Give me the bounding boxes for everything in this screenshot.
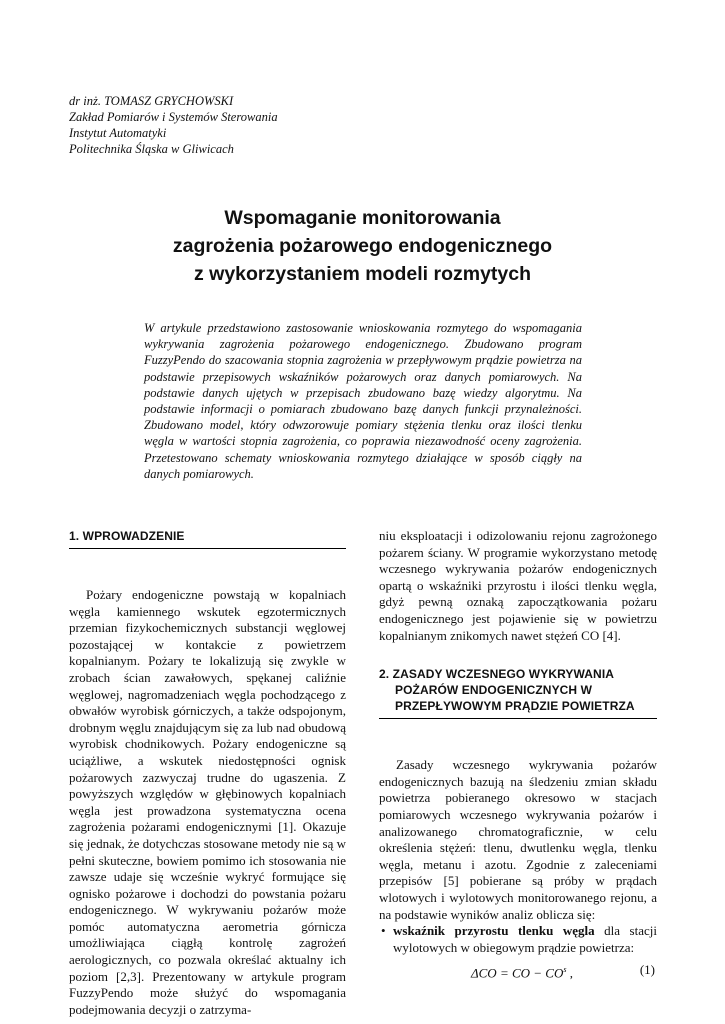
bullet-item-co-increment	[379, 923, 657, 956]
equation-comma: ,	[566, 965, 573, 981]
right-column	[379, 528, 657, 982]
section-2-heading-line-2: POŻARÓW ENDOGENICZNYCH W	[395, 683, 593, 698]
section-1-heading: 1. WPROWADZENIE	[69, 528, 346, 549]
equation-1	[379, 960, 657, 982]
bullet-marker: •	[381, 923, 386, 939]
section-1-paragraph: Pożary endogeniczne powstają w kopalniach węgla kamiennego wskutek egzotermicznych przemian fizykochemicznych substancji węglowej pozostającej w kontakcie z powietrzem kopalnianym. Pożary te lokalizują się zwykle w zrobach ścian zawałowych, spękanej caliźnie węglowej, nagromadzeniach węgla pochodzącego z obwałów wyrobisk górniczych, a także odspojonym, drobnym węglu znajdującym się za lub nad obudową wyrobisk chodnikowych. Pożary endogeniczne są uciążliwe, a wskutek niedostępności ognisk pożarowych zazwyczaj trudne do ugaszenia. Z powyższych względów w głębinowych kopalniach węgla jest prowadzona systematyczna ocena zagrożenia pożarami endogenicznymi [1]. Okazuje się jednak, że dotychczas stosowane metody nie są w pełni skuteczne, bowiem pomimo ich stosowania nie zawsze udaje się wcześnie wykryć formujące się ognisko pożarowe i dochodzi do powstania pożaru endogenicznego. W wykrywaniu pożarów może pomóc automatyczna aerometria górnicza umożliwiająca ciągłą kontrolę zagrożeń aerologicznych, co pozwala określać aktualny ich poziom [2,3]. Prezentowany w artykule program FuzzyPendo może służyć do wspomagania podejmowania decyzji o zatrzyma-	[69, 587, 346, 1017]
affiliation-department: Zakład Pomiarów i Systemów Sterowania	[69, 110, 278, 124]
abstract: W artykule przedstawiono zastosowanie wnioskowania rozmytego do wspomagania wykrywania zagrożenia pożarowego endogenicznego. Zbudowano program FuzzyPendo do szacowania stopnia zagrożenia w przepływowym prądzie powietrza na podstawie przepisowych wskaźników pożarowych oraz danych pomiarowych. Na podstawie danych ujętych w przepisach zbudowano bazę wiedzy algorytmu. Na podstawie informacji o pomiarach zbudowano bazę danych funkcji przynależności. Zbudowano model, który odwzorowuje pomiary stężenia tlenku oraz ilości tlenku węgla w wartości stopnia zagrożenia, co poprawia niezawodność oceny zagrożenia. Przetestowano schematy wnioskowania rozmytego działające w sposób ciągły na danych pomiarowych.	[144, 321, 582, 481]
affiliation-university: Politechnika Śląska w Gliwicach	[69, 142, 234, 156]
section-2-paragraph: Zasady wczesnego wykrywania pożarów endogenicznych bazują na śledzeniu zmian składu powietrza pobieranego okresowo w stacjach pomiarowych wczesnego wykrywania pożarów i analizowanego chromatograficznie, w celu określenia stężeń: tlenu, dwutlenku węgla, tlenku węgla, metanu i azotu. Zgodnie z zaleceniami przepisów [5] pobierane są próby w prądach wlotowych i wylotowych monitorowanego rejonu, a na podstawie wyników analiz oblicza się:	[379, 757, 657, 922]
bullet-text: dla stacji wylotowych w obiegowym prądzie powietrza:	[393, 923, 657, 955]
section-2-heading-line-3: PRZEPŁYWOWYM PRĄDZIE POWIETRZA	[395, 699, 635, 714]
equation-formula	[471, 962, 573, 982]
title-line-2: zagrożenia pożarowego endogenicznego	[172, 235, 553, 257]
left-column	[69, 528, 346, 1018]
author-affiliation	[69, 93, 278, 157]
equation-main: ΔCO = CO − CO	[471, 965, 564, 981]
paper-title	[90, 204, 635, 288]
author-name: dr inż. TOMASZ GRYCHOWSKI	[69, 94, 234, 108]
section-2-heading	[379, 666, 657, 719]
section-2-heading-line-1: 2. ZASADY WCZESNEGO WYKRYWANIA	[379, 667, 615, 682]
title-line-3: z wykorzystaniem modeli rozmytych	[193, 263, 532, 285]
equation-superscript: s	[563, 965, 567, 975]
title-line-1: Wspomaganie monitorowania	[224, 207, 501, 229]
equation-number: (1)	[639, 962, 655, 978]
affiliation-institute: Instytut Automatyki	[69, 126, 167, 140]
bullet-bold-term: wskaźnik przyrostu tlenku węgla	[393, 923, 595, 939]
section-1-continuation: niu eksploatacji i odizolowaniu rejonu zagrożonego pożarem ściany. W programie wykorzystano metodę wczesnego wykrywania pożarów endogenicznych opartą o wskaźniki przyrostu i ilości tlenku węgla, gdyż pewną oznaką zapoczątkowania pożaru endogenicznego jest pojawienie się w powietrzu kopalnianym znikomych nawet stężeń CO [4].	[379, 528, 657, 643]
